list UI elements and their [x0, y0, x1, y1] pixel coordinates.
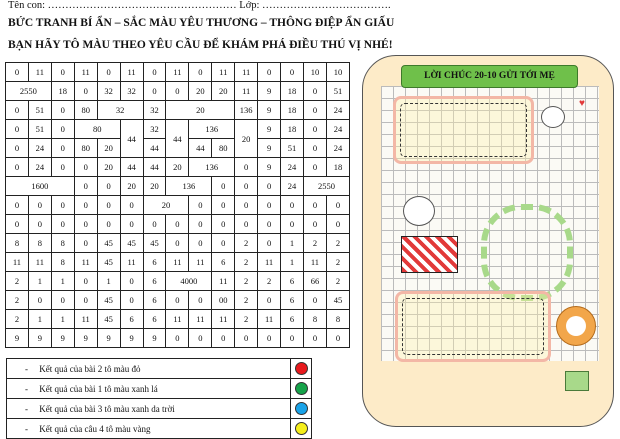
grid-cell[interactable]: 0 [212, 234, 235, 253]
grid-cell[interactable]: 44 [143, 139, 166, 158]
grid-cell[interactable]: 11 [166, 63, 189, 82]
legend-label [7, 399, 291, 419]
grid-cell[interactable]: 9 [258, 158, 281, 177]
legend-bullet: - [25, 363, 28, 374]
legend-row [7, 419, 312, 439]
grid-row [6, 329, 350, 348]
grid-cell[interactable]: 0 [281, 63, 304, 82]
legend-color-cell [291, 379, 312, 399]
grid-cell[interactable]: 9 [51, 329, 74, 348]
grid-cell[interactable]: 0 [166, 234, 189, 253]
grid-cell[interactable]: 51 [281, 139, 304, 158]
grid-cell[interactable]: 0 [212, 215, 235, 234]
grid-cell[interactable]: 1 [281, 253, 304, 272]
grid-cell[interactable]: 10 [303, 63, 326, 82]
grid-cell[interactable]: 11 [235, 63, 258, 82]
grid-cell[interactable]: 0 [6, 215, 29, 234]
gift-box-icon [401, 236, 458, 273]
grid-cell[interactable]: 0 [6, 120, 29, 139]
grid-cell[interactable]: 0 [51, 63, 74, 82]
grid-cell[interactable]: 0 [74, 158, 97, 177]
grid-cell[interactable]: 0 [28, 291, 51, 310]
grid-cell[interactable]: 0 [6, 158, 29, 177]
grid-cell[interactable]: 6 [212, 253, 235, 272]
grid-cell[interactable]: 0 [6, 101, 29, 120]
grid-cell[interactable]: 0 [235, 196, 258, 215]
legend-text: Kết quả của bài 3 tô màu xanh da trời [39, 403, 175, 414]
grid-cell[interactable]: 9 [97, 329, 120, 348]
grid-cell[interactable]: 20 [143, 196, 189, 215]
grid-cell[interactable]: 11 [212, 63, 235, 82]
grid-cell[interactable]: 1 [28, 310, 51, 329]
grid-cell[interactable]: 11 [212, 272, 235, 291]
grid-cell[interactable]: 0 [212, 329, 235, 348]
grid-cell[interactable]: 32 [97, 82, 120, 101]
grid-cell[interactable]: 0 [120, 291, 143, 310]
grid-cell[interactable]: 2550 [6, 82, 52, 101]
grid-cell[interactable]: 32 [97, 101, 143, 120]
grid-cell[interactable]: 32 [143, 101, 166, 120]
grid-cell[interactable]: 0 [189, 234, 212, 253]
grid-cell[interactable]: 18 [281, 82, 304, 101]
grid-cell[interactable]: 20 [235, 120, 258, 158]
grid-cell[interactable]: 11 [28, 63, 51, 82]
grid-cell[interactable]: 0 [51, 291, 74, 310]
grid-cell[interactable]: 2 [6, 310, 29, 329]
grid-cell[interactable]: 6 [281, 310, 304, 329]
color-dot-icon [295, 362, 308, 375]
grid-cell[interactable]: 2 [326, 253, 349, 272]
grid-cell[interactable]: 8 [51, 234, 74, 253]
grid-cell[interactable]: 0 [189, 291, 212, 310]
grid-cell[interactable]: 2 [235, 291, 258, 310]
grid-cell[interactable]: 6 [143, 310, 166, 329]
grid-cell[interactable]: 1600 [6, 177, 75, 196]
grid-cell[interactable]: 0 [51, 196, 74, 215]
bunny-in-box-icon [403, 196, 435, 226]
grid-cell[interactable]: 136 [235, 101, 258, 120]
grid-cell[interactable]: 2 [258, 272, 281, 291]
grid-row [6, 310, 350, 329]
worksheet-title: BỨC TRANH BÍ ẨN – SẮC MÀU YÊU THƯƠNG – THÔNG ĐIỆP ẨN GIẤU [8, 17, 395, 29]
grid-cell[interactable]: 9 [74, 329, 97, 348]
grid-cell[interactable]: 18 [281, 120, 304, 139]
grid-cell[interactable]: 80 [74, 139, 97, 158]
grid-cell[interactable]: 11 [235, 82, 258, 101]
grid-cell[interactable]: 24 [326, 139, 349, 158]
legend-color-cell [291, 419, 312, 439]
grid-cell[interactable]: 0 [303, 82, 326, 101]
grid-cell[interactable]: 0 [258, 329, 281, 348]
grid-cell[interactable]: 0 [166, 215, 189, 234]
grid-cell[interactable]: 2 [6, 291, 29, 310]
grid-row [6, 234, 350, 253]
grid-cell[interactable]: 0 [281, 196, 304, 215]
student-name-class-line: Tên con: ……………………………………………… Lớp: ………………………………. [8, 0, 391, 11]
grid-cell[interactable]: 0 [166, 291, 189, 310]
grid-cell[interactable]: 11 [6, 253, 29, 272]
grid-cell[interactable]: 1 [28, 272, 51, 291]
grid-paper [381, 86, 599, 361]
grid-cell[interactable]: 6 [120, 310, 143, 329]
grid-cell[interactable]: 0 [326, 329, 349, 348]
grid-cell[interactable]: 45 [143, 234, 166, 253]
grid-row [6, 272, 350, 291]
grid-cell[interactable]: 0 [74, 272, 97, 291]
grid-cell[interactable]: 45 [97, 310, 120, 329]
legend-row [7, 399, 312, 419]
grid-cell[interactable]: 0 [6, 63, 29, 82]
grid-cell[interactable]: 20 [120, 177, 143, 196]
grid-cell[interactable]: 0 [326, 215, 349, 234]
grid-cell[interactable]: 11 [74, 310, 97, 329]
grid-cell[interactable]: 11 [120, 253, 143, 272]
grid-row [6, 101, 350, 120]
grid-row [6, 215, 350, 234]
grid-cell[interactable]: 10 [326, 63, 349, 82]
bottom-text-frame [395, 291, 551, 362]
grid-cell[interactable]: 32 [143, 120, 166, 139]
grid-cell[interactable]: 0 [74, 177, 97, 196]
grid-cell[interactable]: 2 [326, 272, 349, 291]
grid-cell[interactable]: 18 [51, 82, 74, 101]
grid-cell[interactable]: 0 [235, 329, 258, 348]
grid-cell[interactable]: 0 [120, 196, 143, 215]
grid-cell[interactable]: 0 [28, 215, 51, 234]
grid-cell[interactable]: 44 [120, 120, 143, 158]
bunny-peeking-icon [541, 106, 565, 128]
grid-cell[interactable]: 20 [166, 158, 189, 177]
grid-cell[interactable]: 2 [235, 253, 258, 272]
grid-cell[interactable]: 44 [143, 158, 166, 177]
legend-text: Kết quả của bài 1 tô màu xanh lá [39, 383, 158, 394]
grid-cell[interactable]: 20 [97, 158, 120, 177]
grid-cell[interactable]: 0 [258, 177, 281, 196]
grid-cell[interactable]: 11 [166, 253, 189, 272]
grid-cell[interactable]: 0 [120, 272, 143, 291]
grid-cell[interactable]: 1 [51, 310, 74, 329]
grid-cell[interactable]: 0 [166, 329, 189, 348]
grid-cell[interactable]: 0 [74, 196, 97, 215]
legend-label [7, 359, 291, 379]
grid-cell[interactable]: 80 [74, 101, 97, 120]
legend-row [7, 379, 312, 399]
grid-cell[interactable]: 18 [281, 101, 304, 120]
grid-cell[interactable]: 66 [303, 272, 326, 291]
legend-bullet: - [25, 383, 28, 394]
grid-cell[interactable]: 0 [74, 82, 97, 101]
grid-cell[interactable]: 4000 [166, 272, 212, 291]
grid-cell[interactable]: 9 [28, 329, 51, 348]
grid-cell[interactable]: 0 [303, 158, 326, 177]
grid-cell[interactable]: 0 [74, 234, 97, 253]
grid-cell[interactable]: 0 [258, 63, 281, 82]
grid-cell[interactable]: 0 [281, 329, 304, 348]
grid-cell[interactable]: 0 [51, 120, 74, 139]
grid-cell[interactable]: 45 [97, 234, 120, 253]
grid-row [6, 291, 350, 310]
grid-cell[interactable]: 11 [166, 310, 189, 329]
grid-cell[interactable]: 0 [189, 329, 212, 348]
grid-row [6, 63, 350, 82]
grid-cell[interactable]: 9 [120, 329, 143, 348]
grid-row [6, 177, 350, 196]
grid-cell[interactable]: 6 [281, 291, 304, 310]
grid-row [6, 82, 350, 101]
card-banner: LỜI CHÚC 20-10 GỬI TỚI MẸ [401, 65, 578, 88]
grid-cell[interactable]: 20 [189, 82, 212, 101]
grid-cell[interactable]: 2 [235, 310, 258, 329]
legend-bullet: - [25, 403, 28, 414]
grid-cell[interactable]: 1 [51, 272, 74, 291]
grid-cell[interactable]: 24 [281, 177, 304, 196]
grid-cell[interactable]: 8 [28, 234, 51, 253]
grid-cell[interactable]: 136 [166, 177, 212, 196]
grid-cell[interactable]: 2 [326, 234, 349, 253]
grid-cell[interactable]: 11 [189, 253, 212, 272]
grid-cell[interactable]: 0 [120, 215, 143, 234]
grid-cell[interactable]: 51 [28, 120, 51, 139]
grid-cell[interactable]: 20 [97, 139, 120, 158]
grid-cell[interactable]: 44 [189, 139, 212, 158]
cloud-frame [481, 204, 573, 301]
legend-color-cell [291, 359, 312, 379]
grid-cell[interactable]: 0 [189, 63, 212, 82]
flower-pot-icon [565, 371, 589, 391]
legend-label [7, 379, 291, 399]
grid-cell[interactable]: 11 [74, 63, 97, 82]
grid-cell[interactable]: 11 [189, 310, 212, 329]
grid-cell[interactable]: 51 [326, 82, 349, 101]
grid-cell[interactable]: 45 [97, 291, 120, 310]
grid-cell[interactable]: 0 [189, 215, 212, 234]
grid-cell[interactable]: 11 [303, 253, 326, 272]
grid-cell[interactable]: 2550 [303, 177, 349, 196]
grid-cell[interactable]: 0 [326, 196, 349, 215]
color-dot-icon [295, 422, 308, 435]
grid-cell[interactable]: 0 [51, 158, 74, 177]
grid-cell[interactable]: 11 [28, 253, 51, 272]
grid-cell[interactable]: 8 [51, 253, 74, 272]
grid-cell[interactable]: 136 [189, 120, 235, 139]
grid-cell[interactable]: 0 [303, 291, 326, 310]
grid-cell[interactable]: 0 [143, 82, 166, 101]
grid-cell[interactable]: 0 [281, 215, 304, 234]
grid-cell[interactable]: 0 [166, 82, 189, 101]
grid-row [6, 120, 350, 139]
grid-row [6, 253, 350, 272]
grid-cell[interactable]: 0 [74, 291, 97, 310]
grid-cell[interactable]: 11 [120, 63, 143, 82]
grid-cell[interactable]: 0 [258, 291, 281, 310]
grid-cell[interactable]: 44 [120, 158, 143, 177]
grid-cell[interactable]: 0 [97, 215, 120, 234]
grid-cell[interactable]: 0 [189, 196, 212, 215]
grid-cell[interactable]: 0 [97, 196, 120, 215]
grid-cell[interactable]: 24 [326, 101, 349, 120]
grid-cell[interactable]: 24 [28, 158, 51, 177]
grid-cell[interactable]: 24 [28, 139, 51, 158]
grid-row [6, 196, 350, 215]
grid-cell[interactable]: 0 [235, 158, 258, 177]
grid-cell[interactable]: 1 [281, 234, 304, 253]
grid-cell[interactable]: 11 [212, 310, 235, 329]
grid-cell[interactable]: 0 [143, 63, 166, 82]
grid-cell[interactable]: 0 [303, 329, 326, 348]
grid-cell[interactable]: 80 [212, 139, 235, 158]
grid-cell[interactable]: 20 [212, 82, 235, 101]
grid-cell[interactable]: 0 [258, 196, 281, 215]
top-text-frame [393, 96, 534, 164]
grid-row [6, 158, 350, 177]
grid-cell[interactable]: 0 [258, 215, 281, 234]
grid-cell[interactable]: 136 [189, 158, 235, 177]
grid-cell[interactable]: 8 [326, 310, 349, 329]
legend-text: Kết quả của bài 2 tô màu đỏ [39, 363, 141, 374]
grid-cell[interactable]: 0 [143, 215, 166, 234]
grid-cell[interactable]: 51 [28, 101, 51, 120]
legend-bullet: - [25, 423, 28, 434]
legend-text: Kết quả của câu 4 tô màu vàng [39, 423, 151, 434]
grid-cell[interactable]: 0 [303, 196, 326, 215]
legend-label [7, 419, 291, 439]
grid-cell[interactable]: 0 [97, 177, 120, 196]
grid-cell[interactable]: 24 [326, 120, 349, 139]
grid-cell[interactable]: 0 [303, 215, 326, 234]
grid-cell[interactable]: 45 [97, 253, 120, 272]
grid-cell[interactable]: 80 [74, 120, 120, 139]
grid-cell[interactable]: 0 [51, 215, 74, 234]
grid-cell[interactable]: 0 [303, 120, 326, 139]
grid-cell[interactable]: 0 [212, 177, 235, 196]
worksheet-instruction: BẠN HÃY TÔ MÀU THEO YÊU CẦU ĐỂ KHÁM PHÁ ĐIỀU THÚ VỊ NHÉ! [8, 39, 393, 51]
grid-cell[interactable]: 11 [74, 253, 97, 272]
grid-cell[interactable]: 44 [166, 120, 189, 158]
grid-cell[interactable]: 0 [28, 196, 51, 215]
legend-color-cell [291, 399, 312, 419]
number-grid [5, 62, 350, 348]
grid-cell[interactable]: 2 [6, 272, 29, 291]
grid-cell[interactable]: 6 [143, 291, 166, 310]
grid-cell[interactable]: 0 [212, 196, 235, 215]
grid-cell[interactable]: 2 [235, 234, 258, 253]
legend-row [7, 359, 312, 379]
greeting-card-image [362, 55, 614, 427]
grid-cell[interactable]: 8 [6, 234, 29, 253]
grid-cell[interactable]: 2 [235, 272, 258, 291]
grid-cell[interactable]: 0 [74, 215, 97, 234]
grid-cell[interactable]: 24 [281, 158, 304, 177]
grid-cell[interactable]: 0 [258, 234, 281, 253]
grid-cell[interactable]: 0 [235, 177, 258, 196]
grid-cell[interactable]: 0 [303, 101, 326, 120]
grid-cell[interactable]: 11 [258, 253, 281, 272]
grid-cell[interactable]: 32 [120, 82, 143, 101]
grid-cell[interactable]: 0 [51, 139, 74, 158]
color-dot-icon [295, 382, 308, 395]
grid-cell[interactable]: 20 [143, 177, 166, 196]
grid-cell[interactable]: 0 [6, 196, 29, 215]
grid-cell[interactable]: 45 [120, 234, 143, 253]
color-legend [6, 358, 312, 439]
grid-cell[interactable]: 9 [258, 82, 281, 101]
grid-cell[interactable]: 9 [6, 329, 29, 348]
grid-cell[interactable]: 9 [143, 329, 166, 348]
grid-cell[interactable]: 2 [303, 234, 326, 253]
grid-cell[interactable]: 00 [212, 291, 235, 310]
grid-cell[interactable]: 9 [258, 139, 281, 158]
grid-cell[interactable]: 9 [258, 101, 281, 120]
grid-cell[interactable]: 0 [6, 139, 29, 158]
grid-cell[interactable]: 1 [97, 272, 120, 291]
grid-cell[interactable]: 9 [258, 120, 281, 139]
grid-cell[interactable]: 0 [51, 101, 74, 120]
grid-cell[interactable]: 8 [303, 310, 326, 329]
flower-bunny-icon [556, 306, 596, 346]
grid-cell[interactable]: 20 [166, 101, 235, 120]
grid-cell[interactable]: 11 [258, 310, 281, 329]
heart-icon: ♥ [579, 98, 585, 109]
grid-cell[interactable]: 6 [143, 272, 166, 291]
grid-cell[interactable]: 6 [143, 253, 166, 272]
color-dot-icon [295, 402, 308, 415]
grid-cell[interactable]: 0 [97, 63, 120, 82]
grid-cell[interactable]: 0 [235, 215, 258, 234]
grid-cell[interactable]: 6 [281, 272, 304, 291]
grid-cell[interactable]: 45 [326, 291, 349, 310]
grid-cell[interactable]: 18 [326, 158, 349, 177]
grid-cell[interactable]: 0 [303, 139, 326, 158]
